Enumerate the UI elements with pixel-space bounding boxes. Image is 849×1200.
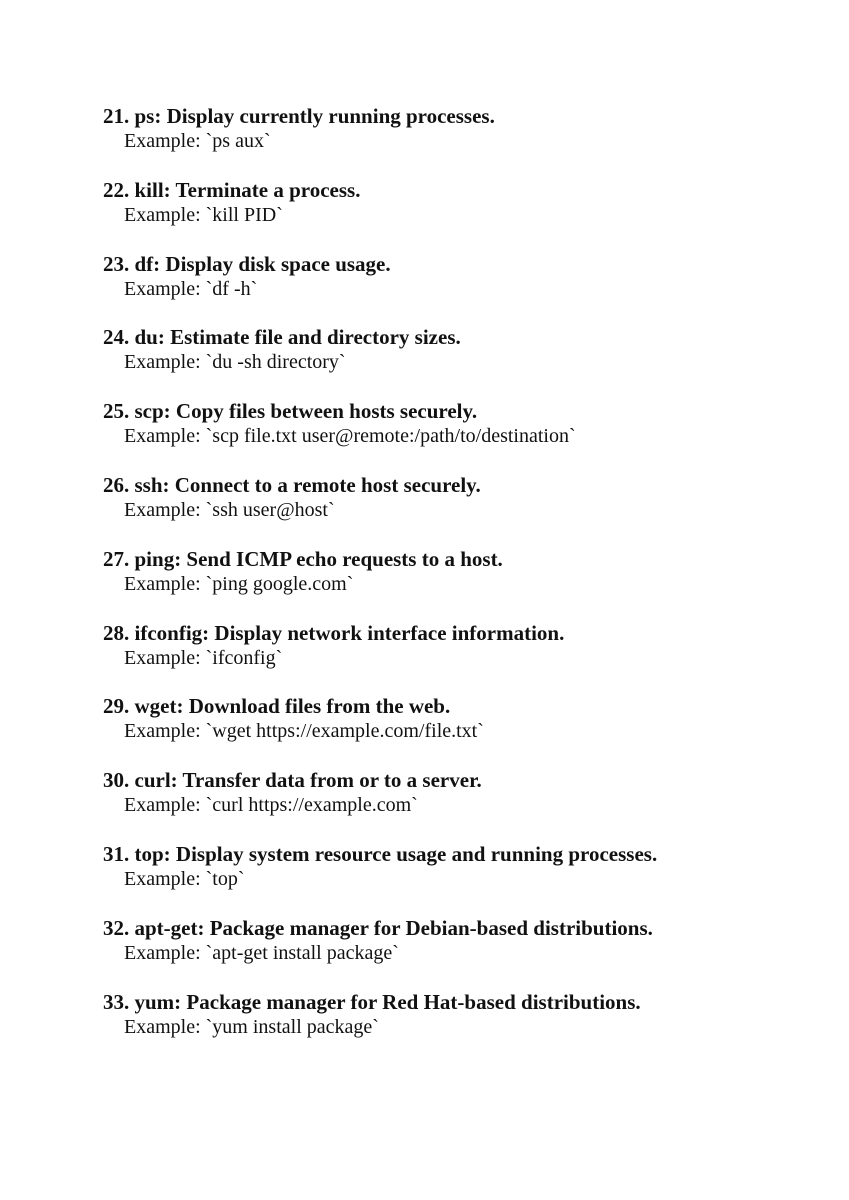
command-heading: 33. yum: Package manager for Red Hat-based distributions.: [103, 989, 641, 1014]
command-example: Example: `yum install package`: [124, 1015, 379, 1038]
command-heading: 26. ssh: Connect to a remote host securely.: [103, 472, 481, 497]
command-example: Example: `ps aux`: [124, 130, 271, 152]
list-item: [103, 915, 823, 989]
command-heading: 32. apt-get: Package manager for Debian-based distributions.: [103, 915, 653, 940]
command-list: [103, 103, 823, 1062]
list-item: [103, 472, 823, 546]
command-example: Example: `curl https://example.com`: [124, 794, 418, 817]
command-heading: 28. ifconfig: Display network interface information.: [103, 620, 565, 645]
list-item: [103, 841, 823, 915]
command-heading: 30. curl: Transfer data from or to a server.: [103, 768, 482, 793]
command-example: Example: `ifconfig`: [124, 646, 283, 669]
list-item: [103, 398, 823, 472]
command-example: Example: `top`: [124, 867, 245, 890]
command-example: Example: `wget https://example.com/file.txt`: [124, 720, 484, 743]
command-heading: 21. ps: Display currently running processes.: [103, 104, 495, 128]
command-example: Example: `kill PID`: [124, 203, 283, 226]
command-heading: 31. top: Display system resource usage and running processes.: [103, 841, 658, 866]
command-heading: 22. kill: Terminate a process.: [103, 177, 361, 202]
command-heading: 29. wget: Download files from the web.: [103, 694, 451, 719]
list-item: [103, 177, 823, 251]
command-example: Example: `ssh user@host`: [124, 498, 335, 521]
list-item: [103, 324, 823, 398]
list-item: [103, 767, 823, 841]
list-item: [103, 989, 823, 1063]
command-heading: 27. ping: Send ICMP echo requests to a host.: [103, 546, 503, 571]
command-example: Example: `apt-get install package`: [124, 941, 399, 964]
list-item: [103, 620, 823, 694]
command-example: Example: `du -sh directory`: [124, 351, 346, 374]
list-item: [103, 103, 823, 177]
command-heading: 23. df: Display disk space usage.: [103, 251, 391, 276]
command-example: Example: `ping google.com`: [124, 572, 354, 595]
list-item: [103, 546, 823, 620]
command-heading: 25. scp: Copy files between hosts securely.: [103, 399, 478, 424]
command-example: Example: `df -h`: [124, 277, 258, 300]
list-item: [103, 693, 823, 767]
command-heading: 24. du: Estimate file and directory sizes.: [103, 325, 461, 350]
list-item: [103, 251, 823, 325]
command-example: Example: `scp file.txt user@remote:/path/to/destination`: [124, 425, 576, 448]
